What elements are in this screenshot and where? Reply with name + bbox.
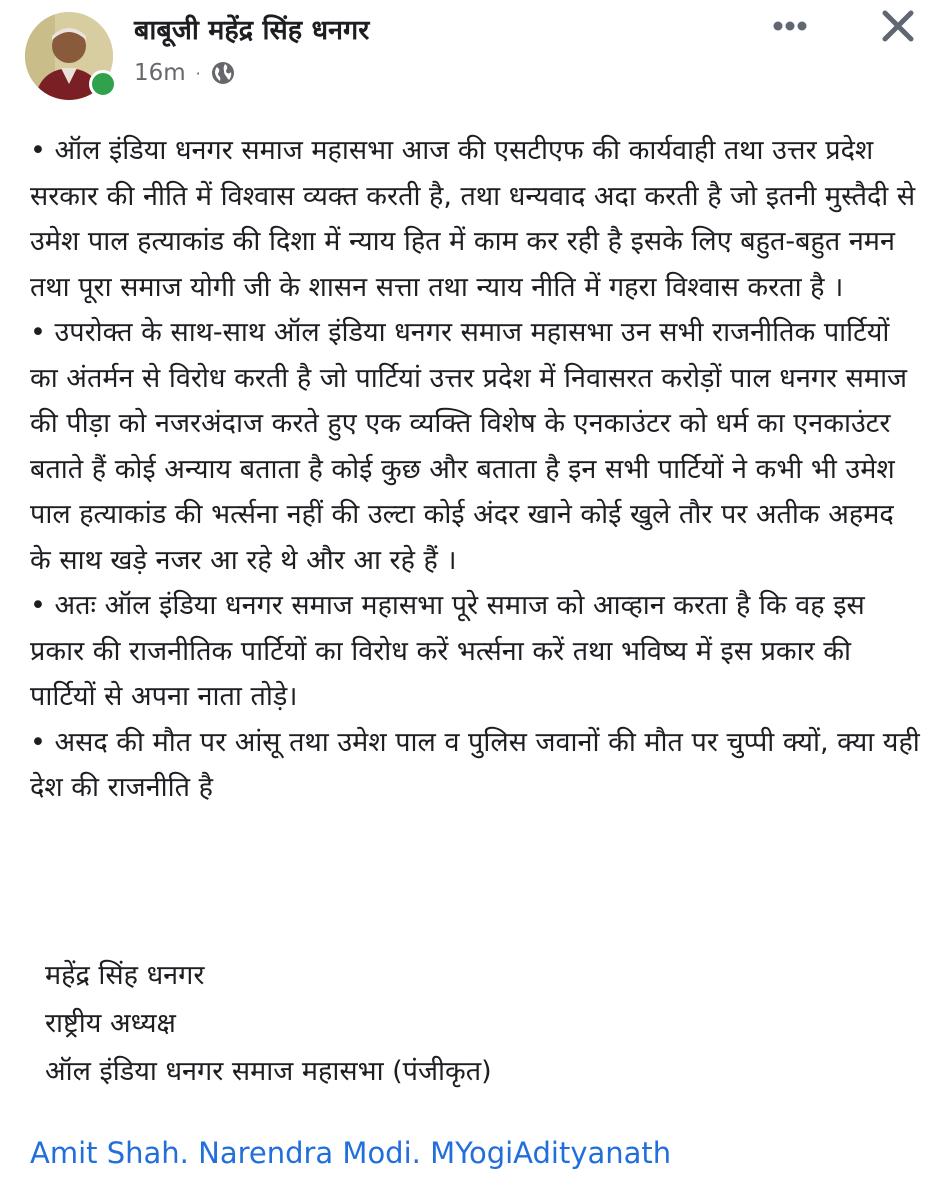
tag-myogiadityanath[interactable]: MYogiAdityanath — [430, 1136, 672, 1170]
mention-tags — [30, 1136, 671, 1170]
signature-name: महेंद्र सिंह धनगर — [45, 960, 205, 991]
signature-title: राष्ट्रीय अध्यक्ष — [45, 1008, 176, 1039]
post-paragraph: • ऑल इंडिया धनगर समाज महासभा आज की एसटीएफ की कार्यवाही तथा उत्तर प्रदेश सरकार की नीति में विश्वास व्यक्त करती है, तथा धन्यवाद अदा करती है जो इतनी मुस्तैदी से उमेश पाल हत्याकांड की दिशा में न्याय हित में काम कर रही है इसके लिए बहुत-बहुत नमन तथा पूरा समाज योगी जी के शासन सत्ता तथा न्याय नीति में गहरा विश्वास करता है । — [30, 135, 916, 303]
meta-separator: · — [195, 63, 201, 83]
tag-narendra-modi[interactable]: Narendra Modi. — [198, 1136, 421, 1170]
signature-block — [45, 952, 492, 1096]
online-status-dot — [89, 70, 117, 98]
tag-amit-shah[interactable]: Amit Shah. — [30, 1136, 189, 1170]
post-text — [30, 128, 920, 811]
post-timestamp[interactable]: 16m — [134, 60, 186, 86]
globe-icon[interactable] — [211, 61, 235, 85]
post-header — [0, 0, 943, 110]
more-horizontal-icon[interactable] — [770, 16, 810, 36]
post-paragraph: • उपरोक्त के साथ-साथ ऑल इंडिया धनगर समाज महासभा उन सभी राजनीतिक पार्टियों का अंतर्मन से विरोध करती है जो पार्टियां उत्तर प्रदेश में निवासरत करोड़ों पाल धनगर समाज की पीड़ा को नजरअंदाज करते हुए एक व्यक्ति विशेष के एनकाउंटर को धर्म का एनकाउंटर बताते हैं कोई अन्याय बताता है कोई कुछ और बताता है इन सभी पार्टियों ने कभी भी उमेश पाल हत्याकांड की भर्त्सना नहीं की उल्टा कोई अंदर खाने कोई खुले तौर पर अतीक अहमद के साथ खड़े नजर आ रहे थे और आ रहे हैं । — [30, 317, 908, 576]
post-meta — [134, 60, 235, 86]
author-name[interactable]: बाबूजी महेंद्र सिंह धनगर — [134, 15, 370, 46]
close-icon[interactable] — [878, 6, 918, 46]
post-paragraph: • अतः ऑल इंडिया धनगर समाज महासभा पूरे समाज को आव्हान करता है कि वह इस प्रकार की राजनीतिक पार्टियों का विरोध करें भर्त्सना करें तथा भविष्य में इस प्रकार की पार्टियों से अपना नाता तोड़े। — [30, 590, 865, 712]
post-paragraph: • असद की मौत पर आंसू तथा उमेश पाल व पुलिस जवानों की मौत पर चुप्पी क्यों, क्या यही देश की राजनीति है — [30, 726, 920, 803]
signature-organization: ऑल इंडिया धनगर समाज महासभा (पंजीकृत) — [45, 1056, 492, 1087]
